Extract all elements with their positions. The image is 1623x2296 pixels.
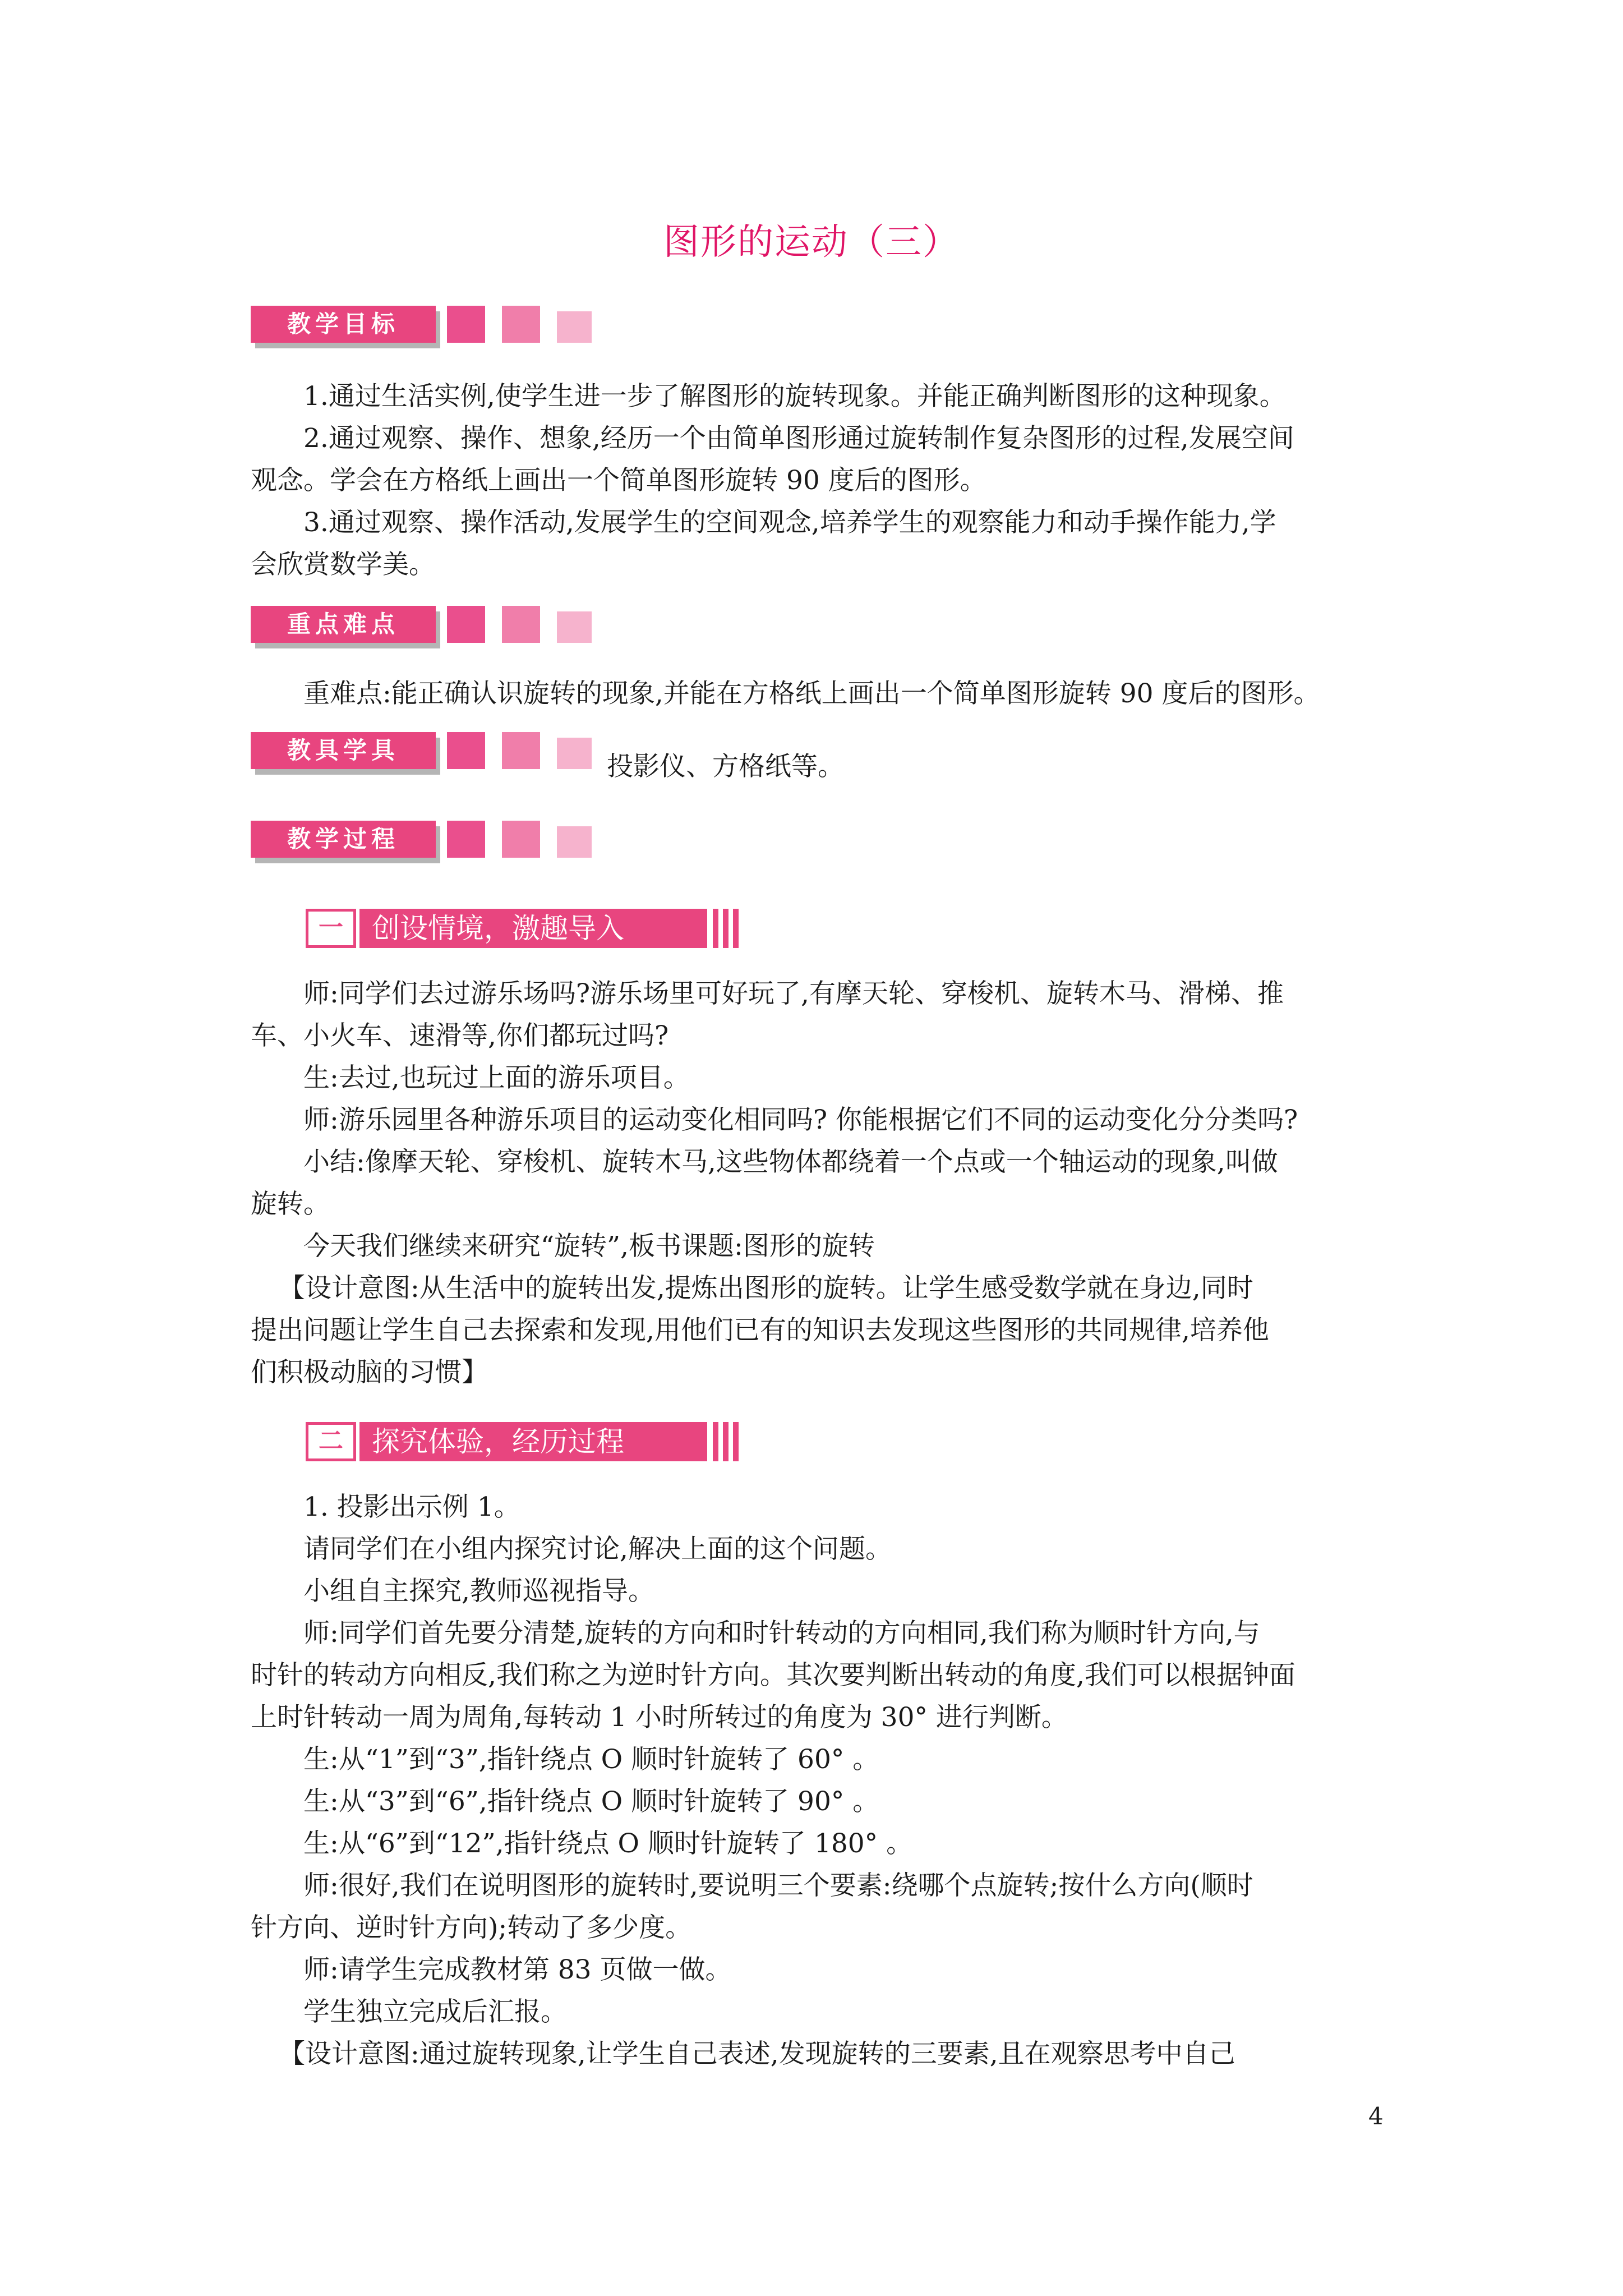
decor-square	[557, 311, 592, 343]
paragraph: 请同学们在小组内探究讨论,解决上面的这个问题。	[303, 1534, 892, 1565]
decor-square	[557, 611, 592, 643]
paragraph: 师:游乐园里各种游乐项目的运动变化相同吗? 你能根据它们不同的运动变化分分类吗?	[303, 1105, 1298, 1135]
paragraph: 师:同学们去过游乐场吗?游乐场里可好玩了,有摩天轮、穿梭机、旋转木马、滑梯、推	[303, 978, 1284, 1009]
paragraph: 生:从“6”到“12”,指针绕点 O 顺时针旋转了 180° 。	[303, 1828, 913, 1859]
decor-stripe	[723, 1422, 728, 1461]
page-title: 图形的运动（三）	[663, 222, 960, 263]
subheading-part1	[306, 909, 754, 951]
decor-stripe	[713, 909, 718, 948]
paragraph: 针方向、逆时针方向);转动了多少度。	[251, 1912, 692, 1943]
decor-square	[502, 732, 540, 769]
section-label: 重点难点	[251, 606, 436, 643]
decor-square	[557, 826, 592, 858]
subheading-title: 探究体验，经历过程	[359, 1422, 707, 1461]
decor-square	[502, 606, 540, 643]
paragraph: 师:很好,我们在说明图形的旋转时,要说明三个要素:绕哪个点旋转;按什么方向(顺时	[303, 1870, 1253, 1901]
paragraph: 师:同学们首先要分清楚,旋转的方向和时针转动的方向相同,我们称为顺时针方向,与	[303, 1618, 1260, 1649]
paragraph: 学生独立完成后汇报。	[303, 1996, 567, 2027]
subheading-title: 创设情境，激趣导入	[359, 909, 707, 948]
paragraph: 上时针转动一周为周角,每转动 1 小时所转过的角度为 30° 进行判断。	[251, 1702, 1068, 1733]
section-header-key-points	[251, 606, 610, 651]
paragraph: 生:去过,也玩过上面的游乐项目。	[303, 1062, 690, 1093]
paragraph: 旋转。	[251, 1189, 330, 1220]
paragraph: 1.通过生活实例,使学生进一步了解图形的旋转现象。并能正确判断图形的这种现象。	[303, 381, 1286, 412]
decor-square	[557, 738, 592, 769]
paragraph: 生:从“1”到“3”,指针绕点 O 顺时针旋转了 60° 。	[303, 1744, 879, 1775]
paragraph: 小结:像摩天轮、穿梭机、旋转木马,这些物体都绕着一个点或一个轴运动的现象,叫做	[303, 1147, 1278, 1177]
paragraph: 重难点:能正确认识旋转的现象,并能在方格纸上画出一个简单图形旋转 90 度后的图形。	[303, 678, 1320, 709]
section-header-goals	[251, 306, 610, 351]
paragraph: 【设计意图:从生活中的旋转出发,提炼出图形的旋转。让学生感受数学就在身边,同时	[279, 1273, 1253, 1304]
decor-stripe	[733, 909, 739, 948]
decor-square	[447, 306, 485, 343]
paragraph: 们积极动脑的习惯】	[251, 1357, 488, 1388]
subheading-part2	[306, 1422, 754, 1465]
subheading-number: 一	[306, 909, 356, 948]
section-label: 教具学具	[251, 732, 436, 769]
paragraph: 【设计意图:通过旋转现象,让学生自己表述,发现旋转的三要素,且在观察思考中自己	[279, 2039, 1235, 2069]
tools-text: 投影仪、方格纸等。	[607, 751, 844, 782]
section-label: 教学过程	[251, 821, 436, 858]
paragraph: 生:从“3”到“6”,指针绕点 O 顺时针旋转了 90° 。	[303, 1786, 879, 1817]
paragraph: 师:请学生完成教材第 83 页做一做。	[303, 1954, 732, 1985]
decor-square	[447, 821, 485, 858]
paragraph: 会欣赏数学美。	[251, 549, 435, 580]
section-label: 教学目标	[251, 306, 436, 343]
paragraph: 3.通过观察、操作活动,发展学生的空间观念,培养学生的观察能力和动手操作能力,学	[303, 507, 1276, 538]
decor-square	[447, 606, 485, 643]
paragraph: 2.通过观察、操作、想象,经历一个由简单图形通过旋转制作复杂图形的过程,发展空间	[303, 423, 1294, 454]
paragraph: 观念。学会在方格纸上画出一个简单图形旋转 90 度后的图形。	[251, 465, 986, 496]
decor-stripe	[713, 1422, 718, 1461]
paragraph: 时针的转动方向相反,我们称之为逆时针方向。其次要判断出转动的角度,我们可以根据钟面	[251, 1660, 1295, 1691]
section-header-tools	[251, 732, 610, 777]
decor-square	[502, 821, 540, 858]
subheading-number: 二	[306, 1422, 356, 1461]
section-header-process	[251, 821, 610, 866]
decor-square	[447, 732, 485, 769]
decor-stripe	[723, 909, 728, 948]
paragraph: 车、小火车、速滑等,你们都玩过吗?	[251, 1020, 669, 1051]
paragraph: 提出问题让学生自己去探索和发现,用他们已有的知识去发现这些图形的共同规律,培养他	[251, 1315, 1269, 1346]
decor-square	[502, 306, 540, 343]
paragraph: 1. 投影出示例 1。	[303, 1492, 520, 1522]
decor-stripe	[733, 1422, 739, 1461]
paragraph: 小组自主探究,教师巡视指导。	[303, 1576, 654, 1607]
page-number: 4	[1368, 2102, 1384, 2130]
paragraph: 今天我们继续来研究“旋转”,板书课题:图形的旋转	[303, 1231, 875, 1262]
